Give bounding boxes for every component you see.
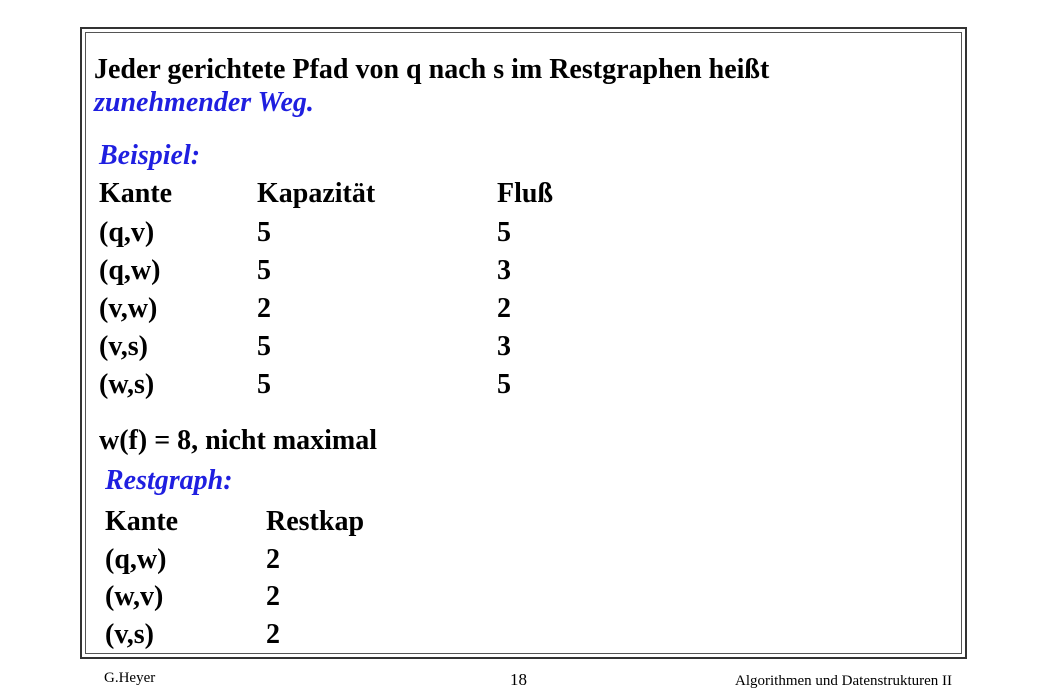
footer-course: Algorithmen und Datenstrukturen II xyxy=(735,673,953,689)
restgraph-row-edge: (v,s) xyxy=(105,619,154,650)
example-row-flow: 2 xyxy=(497,293,511,324)
slide-frame-inner xyxy=(85,32,962,654)
restgraph-row-edge: (w,v) xyxy=(105,581,164,612)
restgraph-row-restkap: 2 xyxy=(266,544,280,575)
example-row-edge: (v,w) xyxy=(99,293,158,324)
example-row-capacity: 5 xyxy=(257,331,271,362)
heading-line-1: Jeder gerichtete Pfad von q nach s im Restgraphen heißt xyxy=(94,54,770,85)
footer-author: G.Heyer xyxy=(104,670,156,686)
example-row-flow: 5 xyxy=(497,217,511,248)
footer-page-number: 18 xyxy=(510,670,527,689)
example-header-kapazitaet: Kapazität xyxy=(257,178,376,209)
restgraph-row-edge: (q,w) xyxy=(105,544,167,575)
restgraph-row-restkap: 2 xyxy=(266,581,280,612)
example-row-flow: 5 xyxy=(497,369,511,400)
restgraph-label: Restgraph: xyxy=(105,465,233,496)
example-row-flow: 3 xyxy=(497,331,511,362)
heading-line-2: zunehmender Weg. xyxy=(94,87,314,118)
example-label: Beispiel: xyxy=(99,140,201,171)
example-row-edge: (q,v) xyxy=(99,217,155,248)
example-row-edge: (v,s) xyxy=(99,331,148,362)
restgraph-row-restkap: 2 xyxy=(266,619,280,650)
flow-value-result: w(f) = 8, nicht maximal xyxy=(99,425,378,456)
slide-heading xyxy=(94,53,769,119)
example-row-capacity: 2 xyxy=(257,293,271,324)
example-header-fluss: Fluß xyxy=(497,178,554,209)
example-row-capacity: 5 xyxy=(257,255,271,286)
example-row-edge: (q,w) xyxy=(99,255,161,286)
example-row-capacity: 5 xyxy=(257,217,271,248)
example-row-capacity: 5 xyxy=(257,369,271,400)
example-row-edge: (w,s) xyxy=(99,369,155,400)
example-row-flow: 3 xyxy=(497,255,511,286)
restgraph-header-restkap: Restkap xyxy=(266,506,365,537)
example-header-kante: Kante xyxy=(99,178,173,209)
restgraph-header-kante: Kante xyxy=(105,506,179,537)
